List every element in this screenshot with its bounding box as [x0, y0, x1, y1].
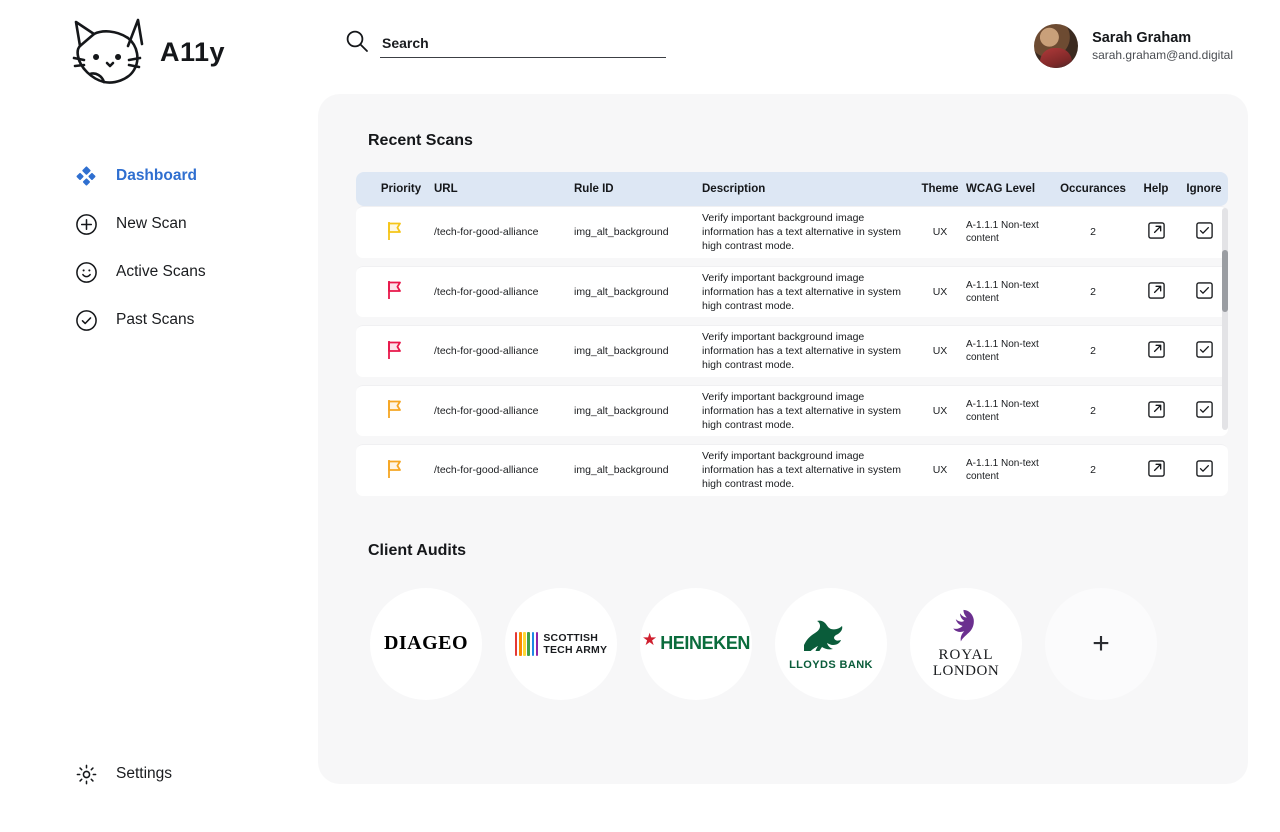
checkbox-checked-icon[interactable] — [1195, 459, 1214, 478]
checkbox-checked-icon[interactable] — [1195, 281, 1214, 300]
client-name-line1: SCOTTISH — [543, 631, 599, 644]
client-name-line2: LONDON — [932, 662, 1000, 679]
cell-occurances: 2 — [1054, 266, 1132, 318]
sidebar-item-active-scans[interactable] — [0, 248, 318, 296]
column-header-wcag-level: WCAG Level — [966, 172, 1054, 206]
cell-ignore[interactable] — [1180, 444, 1228, 496]
column-header-description: Description — [702, 172, 914, 206]
cell-help[interactable] — [1132, 385, 1180, 437]
cell-ignore[interactable] — [1180, 266, 1228, 318]
search-bar[interactable] — [344, 28, 666, 58]
table-row[interactable] — [356, 325, 1228, 377]
cell-wcag-level: A-1.1.1 Non-text content — [966, 266, 1054, 318]
sidebar-item-settings[interactable] — [0, 754, 172, 794]
column-header-ignore: Ignore — [1180, 172, 1228, 206]
table-row[interactable] — [356, 385, 1228, 437]
cell-url: /tech-for-good-alliance — [434, 206, 574, 258]
cell-priority — [356, 385, 434, 437]
cell-help[interactable] — [1132, 444, 1180, 496]
client-audits-title: Client Audits — [368, 541, 467, 559]
cell-theme: UX — [914, 385, 966, 437]
cell-description: Verify important background image information has a text alternative in system high contrast mode. — [702, 385, 914, 437]
cat-logo-icon — [66, 16, 150, 88]
sidebar-item-label: Active Scans — [116, 263, 206, 280]
cell-rule-id: img_alt_background — [574, 266, 702, 318]
column-header-occurances: Occurances — [1054, 172, 1132, 206]
cell-wcag-level: A-1.1.1 Non-text content — [966, 444, 1054, 496]
cell-url: /tech-for-good-alliance — [434, 325, 574, 377]
table-scrollbar-thumb[interactable] — [1222, 250, 1228, 312]
external-link-icon[interactable] — [1147, 400, 1166, 419]
content-card — [318, 94, 1248, 784]
check-circle-icon — [74, 308, 98, 332]
cell-priority — [356, 266, 434, 318]
cell-description: Verify important background image information has a text alternative in system high contrast mode. — [702, 444, 914, 496]
gear-icon — [74, 762, 98, 786]
table-scrollbar[interactable] — [1222, 208, 1228, 430]
cell-occurances: 2 — [1054, 325, 1132, 377]
dashboard-icon — [74, 164, 98, 188]
cell-ignore[interactable] — [1180, 385, 1228, 437]
table-row-spacer — [356, 436, 1228, 444]
sidebar-item-new-scan[interactable] — [0, 200, 318, 248]
cell-priority — [356, 325, 434, 377]
sidebar-item-dashboard[interactable] — [0, 152, 318, 200]
client-logo-royal-london[interactable] — [910, 588, 1022, 700]
search-icon — [344, 28, 370, 54]
cell-rule-id: img_alt_background — [574, 206, 702, 258]
column-header-help: Help — [1132, 172, 1180, 206]
sidebar-item-label: Past Scans — [116, 311, 195, 328]
cell-description: Verify important background image information has a text alternative in system high contrast mode. — [702, 206, 914, 258]
cell-priority — [356, 444, 434, 496]
user-profile[interactable] — [1034, 24, 1233, 68]
sidebar-item-past-scans[interactable] — [0, 296, 318, 344]
avatar — [1034, 24, 1078, 68]
column-header-theme: Theme — [914, 172, 966, 206]
column-header-priority: Priority — [356, 172, 434, 206]
table-row[interactable] — [356, 266, 1228, 318]
column-header-rule-id: Rule ID — [574, 172, 702, 206]
smiley-icon — [74, 260, 98, 284]
top-bar — [318, 0, 1280, 92]
add-client-button[interactable] — [1045, 588, 1157, 700]
flag-icon — [386, 470, 404, 482]
plus-circle-icon — [74, 212, 98, 236]
table-row-spacer — [356, 317, 1228, 325]
client-name: DIAGEO — [383, 632, 469, 655]
sidebar-item-label: New Scan — [116, 215, 187, 232]
add-client-label: + — [1092, 626, 1110, 660]
flag-icon — [386, 291, 404, 303]
cell-priority — [356, 206, 434, 258]
cell-wcag-level: A-1.1.1 Non-text content — [966, 206, 1054, 258]
external-link-icon[interactable] — [1147, 281, 1166, 300]
flag-icon — [386, 351, 404, 363]
main-area — [318, 0, 1280, 832]
cell-help[interactable] — [1132, 266, 1180, 318]
search-input[interactable] — [380, 35, 666, 58]
client-logo-scottish-tech-army[interactable] — [505, 588, 617, 700]
cell-rule-id: img_alt_background — [574, 325, 702, 377]
external-link-icon[interactable] — [1147, 340, 1166, 359]
client-name: LLOYDS BANK — [789, 658, 873, 671]
cell-url: /tech-for-good-alliance — [434, 444, 574, 496]
brand[interactable] — [0, 0, 318, 88]
recent-scans-title: Recent Scans — [368, 132, 473, 149]
cell-description: Verify important background image information has a text alternative in system high contrast mode. — [702, 325, 914, 377]
cell-url: /tech-for-good-alliance — [434, 385, 574, 437]
cell-occurances: 2 — [1054, 206, 1132, 258]
brand-name: A11y — [160, 36, 226, 67]
external-link-icon[interactable] — [1147, 221, 1166, 240]
settings-label: Settings — [116, 765, 173, 782]
recent-scans-table — [356, 172, 1222, 496]
cell-theme: UX — [914, 444, 966, 496]
star-icon: ★ — [641, 630, 658, 650]
sidebar-item-label: Dashboard — [116, 167, 197, 184]
cell-rule-id: img_alt_background — [574, 444, 702, 496]
cell-help[interactable] — [1132, 325, 1180, 377]
table-row-spacer — [356, 377, 1228, 385]
cell-theme: UX — [914, 325, 966, 377]
cell-wcag-level: A-1.1.1 Non-text content — [966, 385, 1054, 437]
table-header-row — [356, 172, 1228, 206]
cell-occurances: 2 — [1054, 385, 1132, 437]
client-name: HEINEKEN — [660, 633, 751, 654]
client-logos — [318, 588, 1248, 700]
cell-ignore[interactable] — [1180, 206, 1228, 258]
bars-icon — [515, 632, 539, 656]
cell-description: Verify important background image information has a text alternative in system high contrast mode. — [702, 266, 914, 318]
flag-icon — [386, 410, 404, 422]
checkbox-checked-icon[interactable] — [1195, 340, 1214, 359]
cell-wcag-level: A-1.1.1 Non-text content — [966, 325, 1054, 377]
flag-icon — [386, 232, 404, 244]
client-name-line1: ROYAL — [938, 647, 994, 664]
sidebar-nav — [0, 152, 318, 344]
external-link-icon[interactable] — [1147, 459, 1166, 478]
user-name: Sarah Graham — [1092, 29, 1192, 46]
checkbox-checked-icon[interactable] — [1195, 221, 1214, 240]
client-logo-heineken[interactable] — [640, 588, 752, 700]
table-row-spacer — [356, 258, 1228, 266]
cell-theme: UX — [914, 206, 966, 258]
column-header-url: URL — [434, 172, 574, 206]
sidebar — [0, 0, 318, 832]
cell-url: /tech-for-good-alliance — [434, 266, 574, 318]
cell-ignore[interactable] — [1180, 325, 1228, 377]
table-body — [356, 206, 1228, 496]
client-logo-diageo[interactable] — [370, 588, 482, 700]
cell-help[interactable] — [1132, 206, 1180, 258]
horse-icon — [796, 638, 866, 655]
user-email: sarah.graham@and.digital — [1092, 47, 1233, 62]
table-row[interactable] — [356, 444, 1228, 496]
checkbox-checked-icon[interactable] — [1195, 400, 1214, 419]
client-logo-lloyds-bank[interactable] — [775, 588, 887, 700]
table-row[interactable] — [356, 206, 1228, 258]
client-name-line2: TECH ARMY — [543, 643, 608, 656]
cell-rule-id: img_alt_background — [574, 385, 702, 437]
cell-theme: UX — [914, 266, 966, 318]
bird-icon — [943, 631, 989, 648]
cell-occurances: 2 — [1054, 444, 1132, 496]
